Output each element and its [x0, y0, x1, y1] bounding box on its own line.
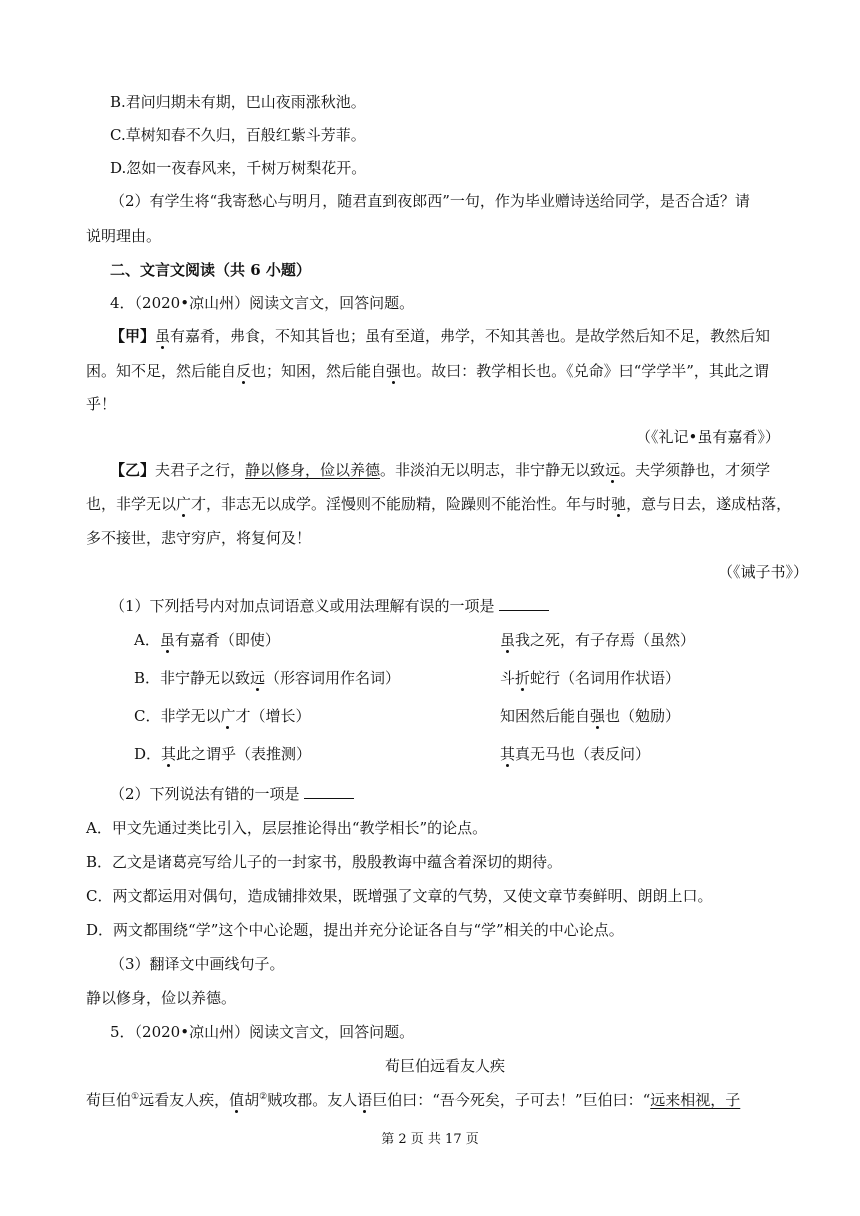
statement-b: B．乙文是诸葛亮写给儿子的一封家书，殷殷教诲中蕴含着深切的期待。: [86, 853, 563, 871]
text-span: 蛇行（名词用作状语）: [530, 669, 681, 687]
question-5-heading: 5．（2020•凉山州）阅读文言文，回答问题。: [110, 1023, 415, 1041]
dotted-word: 驰: [611, 495, 627, 513]
dotted-word: 虽: [155, 327, 171, 345]
text-span: 困。知不足，然后能自: [86, 362, 237, 380]
dotted-word: 强: [386, 362, 402, 380]
page-footer: 第 2 页 共 17 页: [381, 1132, 479, 1147]
text-span: 夫君子之行，: [155, 461, 246, 479]
sub-question-3: （3）翻译文中画线句子。: [110, 955, 285, 973]
text-span: B．非宁静无以致: [134, 669, 251, 687]
dotted-word: 虽: [159, 631, 175, 649]
statement-a: A．甲文先通过类比引入，层层推论得出“教学相长”的论点。: [86, 819, 488, 837]
passage-jia-line3: 乎！: [86, 395, 117, 413]
option-d-line: D.忽如一夜春风来，千树万树梨花开。: [110, 159, 367, 177]
passage-jia-source: （《礼记•虽有嘉肴》）: [636, 428, 780, 446]
option-b-line: B.君问归期未有期，巴山夜雨涨秋池。: [110, 93, 366, 111]
text-span: 知困然后能自: [500, 707, 591, 725]
dotted-word: 其: [161, 745, 177, 763]
passage-jia-tag: 【甲】: [110, 327, 156, 345]
text-span: 也；知困，然后能自: [251, 362, 387, 380]
text-span: 才（增长）: [235, 707, 311, 725]
dotted-word: 语: [357, 1091, 373, 1109]
statement-c: C．两文都运用对偶句，造成铺排效果，既增强了文章的气势，又使文章节奏鲜明、朗朗上口。: [86, 887, 713, 905]
underlined-sentence: 静以修身，俭以养德: [245, 461, 381, 479]
text-span: （形容词用作名词）: [265, 669, 401, 687]
dotted-word: 远: [605, 461, 621, 479]
option-d-left: [134, 744, 311, 764]
footnote-mark: ②: [259, 1092, 268, 1102]
text-span: ，意与日去，遂成枯落，: [626, 495, 792, 513]
footnote-mark: ①: [131, 1092, 140, 1102]
passage-5-line1: [86, 1087, 740, 1110]
dotted-word: 强: [590, 707, 606, 725]
question-3-2-line2: 说明理由。: [86, 227, 162, 245]
text-span: 真无马也（表反问）: [515, 745, 651, 763]
dotted-word: 反: [236, 362, 252, 380]
text-span: 。夫学须静也，才须学: [620, 461, 771, 479]
option-a-left: [134, 630, 280, 650]
dotted-word: 值: [229, 1091, 245, 1109]
passage-title: 荀巨伯远看友人疾: [385, 1057, 506, 1075]
text-span: 胡: [244, 1091, 260, 1109]
text-span: D．: [134, 745, 162, 763]
text-span: 才，非志无以成学。淫慢则不能励精，险躁则不能治性。年与时: [191, 495, 612, 513]
statement-d: D．两文都围绕“学”这个中心论题，提出并充分论证各自与“学”相关的中心论点。: [86, 921, 624, 939]
option-b-right: [500, 668, 680, 688]
text-span: 。非淡泊无以明志，非宁静无以致: [380, 461, 606, 479]
dotted-word: 虽: [500, 631, 516, 649]
dotted-word: 其: [500, 745, 516, 763]
text-span: 有嘉肴（即使）: [174, 631, 280, 649]
text-span: A．: [134, 631, 160, 649]
dotted-word: 折: [515, 669, 531, 687]
dotted-word: 广: [220, 707, 236, 725]
section-heading: 二、文言文阅读（共 6 小题）: [110, 261, 311, 279]
passage-yi-line1: [110, 460, 770, 480]
passage-yi-source: （《诫子书》）: [718, 563, 809, 581]
text-span: 斗: [500, 669, 516, 687]
question-3-2-line1: （2）有学生将“我寄愁心与明月，随君直到夜郎西”一句，作为毕业赠诗送给同学，是否合适？请: [110, 192, 750, 210]
underlined-sentence: 远来相视，子: [650, 1091, 741, 1109]
answer-blank: [304, 784, 354, 799]
answer-blank: [499, 596, 549, 611]
text-span: 荀巨伯: [86, 1091, 132, 1109]
question-4-heading: 4．（2020•凉山州）阅读文言文，回答问题。: [110, 294, 415, 312]
option-c-line: C.草树知春不久归，百般红紫斗芳菲。: [110, 126, 366, 144]
text-span: 巨伯曰：“吾今死矣，子可去！”巨伯曰：“: [372, 1091, 651, 1109]
dotted-word: 广: [176, 495, 192, 513]
sub-question-3-sentence: 静以修身，俭以养德。: [86, 989, 237, 1007]
passage-yi-tag: 【乙】: [110, 461, 156, 479]
text-span: 贼攻郡。友人: [267, 1091, 358, 1109]
text-span: 远看友人疾，: [139, 1091, 230, 1109]
text-span: 也（勉励）: [605, 707, 681, 725]
passage-yi-line3: 多不接世，悲守穷庐，将复何及！: [86, 529, 312, 547]
passage-jia-line2: [86, 361, 769, 381]
option-b-left: [134, 668, 400, 688]
text-span: 有嘉肴，弗食，不知其旨也；虽有至道，弗学，不知其善也。是故学然后知不足，教然后知: [170, 327, 771, 345]
option-a-right: [500, 630, 695, 650]
text-span: （2）下列说法有错的一项是: [110, 785, 300, 803]
text-span: 也。故曰：教学相长也。《兑命》曰“学学半”，其此之谓: [401, 362, 769, 380]
option-c-right: [500, 706, 680, 726]
text-span: 我之死，有子存焉（虽然）: [515, 631, 696, 649]
sub-question-2: [110, 784, 354, 804]
text-span: 此之谓乎（表推测）: [176, 745, 312, 763]
passage-yi-line2: [86, 494, 791, 514]
option-d-right: [500, 744, 650, 764]
sub-question-1: [110, 596, 549, 616]
text-span: 也，非学无以: [86, 495, 177, 513]
text-span: C．非学无以: [134, 707, 221, 725]
option-c-left: [134, 706, 311, 726]
text-span: （1）下列括号内对加点词语意义或用法理解有误的一项是: [110, 597, 495, 615]
dotted-word: 远: [250, 669, 266, 687]
passage-jia-line1: [110, 326, 770, 346]
